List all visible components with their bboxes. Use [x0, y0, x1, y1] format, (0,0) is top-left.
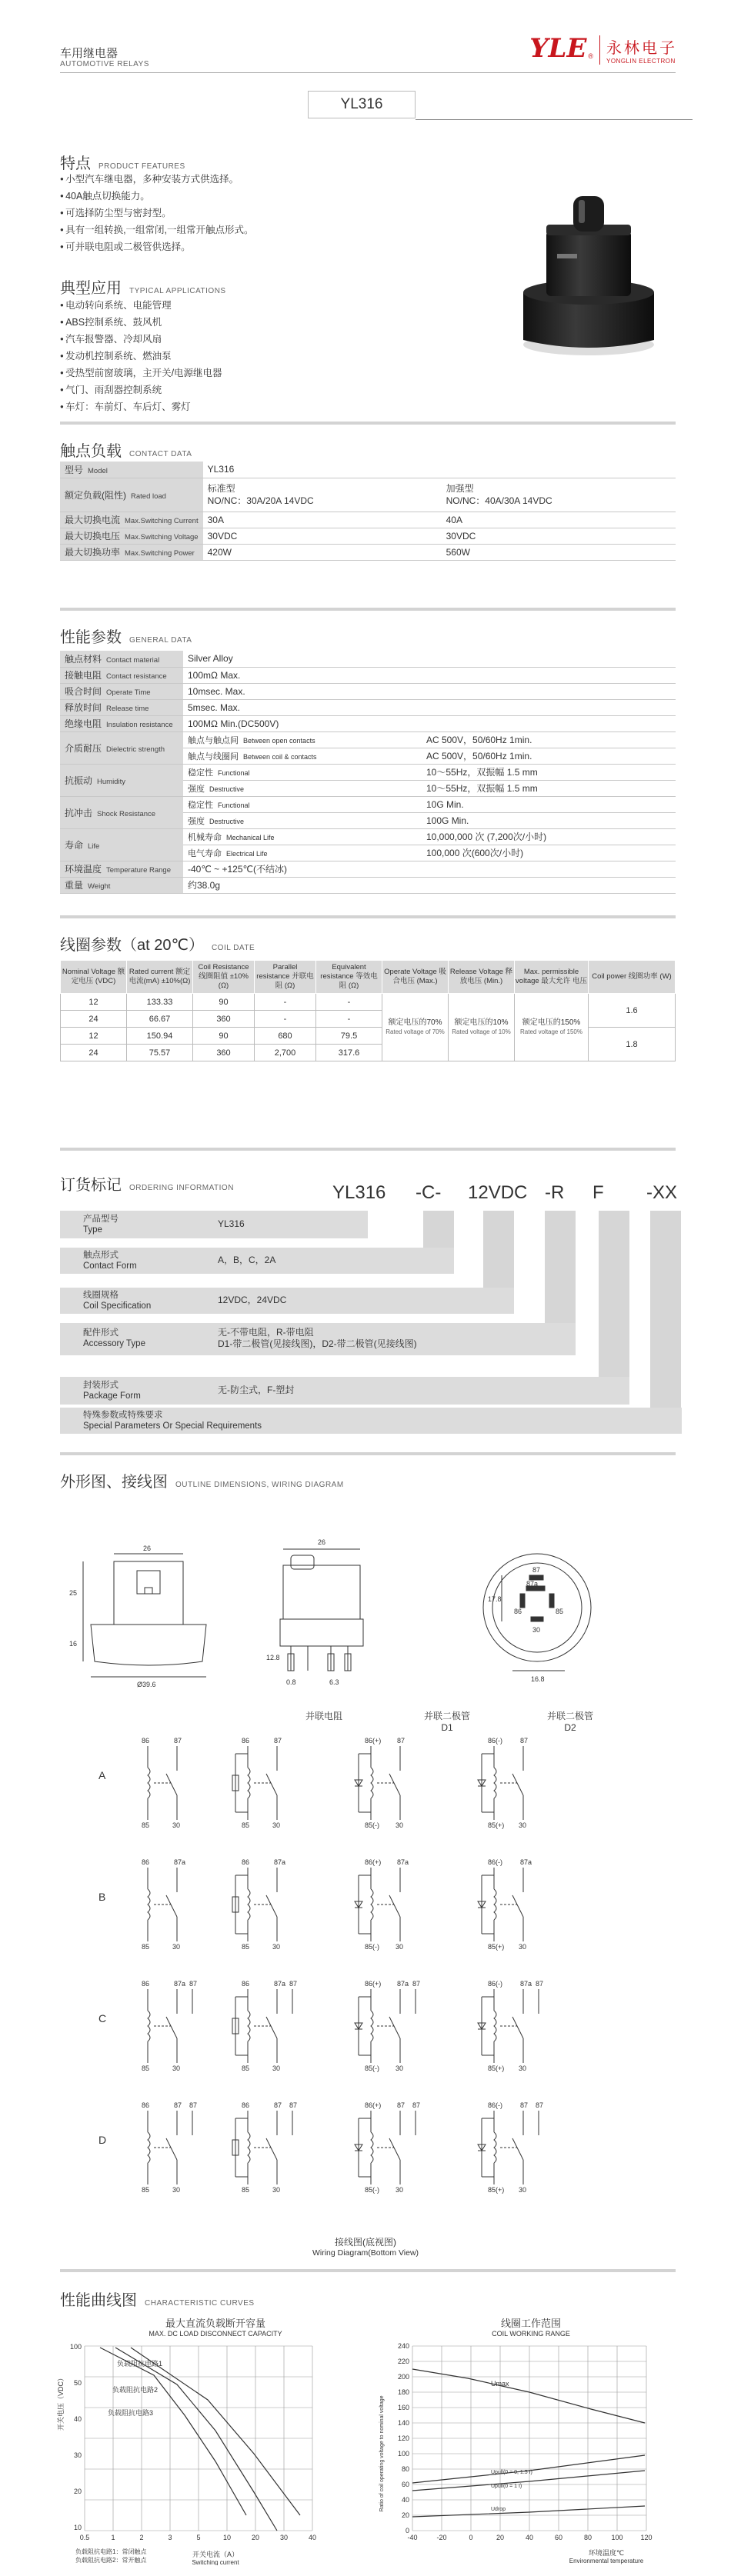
svg-text:86(-): 86(-)	[488, 1980, 503, 1988]
svg-text:87: 87	[412, 1980, 421, 1988]
svg-text:30: 30	[172, 2186, 181, 2194]
svg-text:87a: 87a	[526, 1580, 539, 1588]
y-tick: 120	[397, 2434, 409, 2442]
right-chart-title: 线圈工作范围 COIL WORKING RANGE	[492, 2318, 570, 2338]
right-y-label: Ratio of coil operating voltage to nominal voltage	[379, 2395, 385, 2512]
curve-label-umax: Umax	[491, 2380, 509, 2388]
right-x-label: 环境温度℃	[588, 2549, 625, 2557]
y-tick: 0	[405, 2527, 409, 2534]
y-tick: 180	[397, 2388, 409, 2396]
features-title: 特点 PRODUCT FEATURES	[60, 155, 185, 172]
code-bar-package	[599, 1211, 629, 1405]
svg-text:87: 87	[397, 2101, 406, 2109]
svg-text:87a: 87a	[274, 1858, 286, 1866]
x-tick: 120	[640, 2534, 653, 2541]
svg-text:86: 86	[242, 2101, 250, 2109]
features-list: ● 小型汽车继电器，多种安装方式供选择。 ● 40A触点切换能力。 ● 可选择防尘型与密封型。 ● 具有一组转换,一组常闭,一组常开触点形式。 ● 可并联电阻或二极管供选择。	[60, 171, 254, 255]
general-data-table: 触点材料 Contact material Silver Alloy 接触电阻 Contact resistance 100mΩ Max. 吸合时间 Operate Time 10msec. Max. 释放时间 Release time 5msec. Max. 绝缘电阻 Insulation resistance 100MΩ Min.(DC500V) 介质耐压 Dielectric strength 触点与触点间 Between open contacts AC 500V，50/60Hz 1min. 触点与线圈间 Between coil & contacts AC 500V，50/60Hz 1min. 抗振动 Humidity 稳定性 Functional 10～55Hz，双振幅 1.5 mm 强度 Destructive 10～55Hz，双振幅 1.5 mm 抗冲击 Shock Resistance 稳定性 Functional 10G Min. 强度 Destructive 100G Min. 寿命 Life 机械寿命 Mechanical Life 10,000,000 次 (7,200次/小时) 电气寿命 Electrical Life 100,000 次(600次/小时) 环境温度 Temperature Range -40℃ ~ +125℃(不结冰) 重量 Weight 约38.0g	[60, 651, 676, 894]
left-x-label-en: Switching current	[192, 2559, 239, 2565]
x-tick: 20	[496, 2534, 505, 2541]
x-tick: 30	[279, 2534, 289, 2541]
outline-drawing	[60, 1531, 676, 1700]
svg-text:30: 30	[396, 2064, 404, 2072]
svg-text:26: 26	[143, 1545, 152, 1552]
wiring-row-c: C	[98, 2012, 107, 2024]
divider	[60, 1452, 676, 1455]
divider	[60, 915, 676, 918]
coil-working-range-chart	[376, 2338, 683, 2565]
svg-text:85(-): 85(-)	[365, 2064, 380, 2072]
code-bar-special	[650, 1211, 681, 1434]
svg-text:87a: 87a	[174, 1980, 186, 1988]
category-title: 车用继电器	[60, 47, 118, 60]
model-title: YL316	[308, 91, 416, 118]
svg-text:86: 86	[242, 1737, 250, 1745]
y-tick: 20	[401, 2511, 409, 2519]
svg-text:12.8: 12.8	[266, 1654, 280, 1661]
svg-text:30: 30	[172, 1821, 181, 1829]
svg-text:87: 87	[536, 2101, 544, 2109]
y-tick: 100	[69, 2343, 82, 2351]
svg-text:86: 86	[242, 1980, 250, 1988]
svg-text:30: 30	[532, 1626, 541, 1634]
svg-text:26: 26	[318, 1538, 326, 1546]
svg-text:85(-): 85(-)	[365, 1943, 380, 1951]
x-tick: 60	[554, 2534, 563, 2541]
wiring-caption: 接线图(底视图) Wiring Diagram(Bottom View)	[312, 2237, 419, 2258]
svg-text:87a: 87a	[174, 1858, 186, 1866]
left-note-2: 负载阻抗电路2：常开触点	[75, 2557, 147, 2564]
curve-label-3: 负载阻抗电路3	[108, 2409, 154, 2417]
svg-text:86: 86	[242, 1858, 250, 1866]
svg-text:30: 30	[272, 1943, 281, 1951]
svg-text:85: 85	[142, 2064, 150, 2072]
y-tick: 200	[397, 2373, 409, 2381]
svg-text:85: 85	[242, 2064, 250, 2072]
wiring-cell	[478, 2101, 543, 2194]
svg-text:85: 85	[242, 1943, 250, 1951]
wiring-cell	[355, 1737, 405, 1829]
brand-logo: YLE ® 永林电子 YONGLIN ELECTRON	[529, 33, 677, 65]
svg-text:30: 30	[519, 1821, 527, 1829]
coil-data-table: Nominal Voltage 额定电压 (VDC) Rated current 额定电流(mA) ±10%(Ω) Coil Resistance 线圈阻值 ±10%(Ω) Parallel resistance 并联电阻 (Ω) Equivalent resistance 等效电阻 (Ω) Operate Voltage 吸合电压 (Max.) Release Voltage 释放电压 (Min.) Max. permissible voltage 最大允许 电压 Coil power 线圈功率 (W) 12 133.33 90 - - 额定电压的70% Rated voltage of 70% 额定电压的10% Rated voltage of 10% 额定电压的150% Rated voltage of 150% 1.6 24 66.67 360 - - 12 150.94 90 680 79.5 1.8 24 75.57 360 2,700 317.6	[60, 960, 676, 1061]
svg-text:85: 85	[242, 1821, 250, 1829]
svg-text:87: 87	[289, 1980, 298, 1988]
svg-text:16: 16	[69, 1640, 78, 1648]
x-tick: 5	[196, 2534, 201, 2541]
svg-text:86: 86	[142, 1858, 150, 1866]
svg-text:87: 87	[189, 1980, 198, 1988]
x-tick: 20	[251, 2534, 260, 2541]
curve-label-2: 负载阻抗电路2	[112, 2386, 159, 2394]
y-tick: 10	[73, 2524, 82, 2531]
svg-text:30: 30	[172, 1943, 181, 1951]
code-accessory: -R	[545, 1182, 565, 1203]
svg-text:30: 30	[172, 2064, 181, 2072]
svg-text:17.8: 17.8	[488, 1595, 502, 1603]
wiring-cell	[232, 1980, 297, 2072]
divider	[60, 2269, 676, 2272]
x-tick: 3	[168, 2534, 172, 2541]
left-x-label: 开关电流（A）	[192, 2551, 239, 2558]
curve-label-upull2: Upull(0 = 1 I)	[491, 2484, 522, 2489]
svg-text:85(+): 85(+)	[488, 2186, 505, 2194]
curve-label-udrop: Udrop	[491, 2507, 506, 2512]
svg-text:87: 87	[174, 1737, 182, 1745]
svg-text:86(-): 86(-)	[488, 1737, 503, 1745]
general-data-title: 性能参数 GENERAL DATA	[60, 629, 192, 646]
code-coil: 12VDC	[468, 1182, 528, 1203]
y-tick: 100	[397, 2450, 409, 2458]
svg-text:85: 85	[142, 2186, 150, 2194]
wiring-cell	[142, 1737, 182, 1829]
applications-list: ● 电动转向系统、电能管理 ● ABS控制系统、鼓风机 ● 汽车报警器、冷却风扇 ● 发动机控制系统、燃油泵 ● 受热型前窗玻璃，主开关/电源继电器 ● 气门、雨刮器控制系统 ● 车灯：车前灯、车后灯、雾灯	[60, 297, 222, 415]
svg-text:87: 87	[520, 2101, 529, 2109]
x-tick: -40	[407, 2534, 418, 2541]
curve-2	[115, 2348, 277, 2531]
svg-text:30: 30	[396, 1821, 404, 1829]
divider	[60, 1148, 676, 1151]
svg-text:30: 30	[396, 2186, 404, 2194]
y-tick: 20	[73, 2488, 82, 2495]
y-tick: 50	[73, 2379, 82, 2387]
svg-text:87a: 87a	[397, 1980, 409, 1988]
svg-text:87: 87	[174, 2101, 182, 2109]
x-tick: 0.5	[79, 2534, 90, 2541]
wiring-cell	[232, 1737, 282, 1829]
svg-text:86(+): 86(+)	[365, 1858, 382, 1866]
y-tick: 60	[401, 2481, 409, 2488]
x-tick: 100	[611, 2534, 623, 2541]
svg-text:87: 87	[536, 1980, 544, 1988]
left-note-1: 负载阻抗电路1：常闭触点	[75, 2548, 147, 2555]
svg-text:87: 87	[289, 2101, 298, 2109]
svg-text:87: 87	[412, 2101, 421, 2109]
wiring-cell	[478, 1858, 532, 1951]
svg-text:86: 86	[142, 1980, 150, 1988]
right-x-label-en: Environmental temperature	[569, 2558, 644, 2564]
y-tick: 140	[397, 2419, 409, 2427]
ordering-row-type: 产品型号 Type YL316	[60, 1211, 368, 1238]
coil-data-title: 线圈参数（at 20℃） COIL DATE	[60, 937, 255, 954]
svg-text:30: 30	[272, 1821, 281, 1829]
svg-text:87a: 87a	[274, 1980, 286, 1988]
ordering-row-contact: 触点形式 Contact Form A，B，C，2A	[60, 1248, 454, 1274]
divider	[416, 119, 693, 120]
svg-text:30: 30	[396, 1943, 404, 1951]
wiring-cell	[232, 2101, 297, 2194]
curve-label-1: 负载阻抗电路1	[117, 2360, 163, 2368]
contact-data-table: 型号 Model YL316 额定负载(阻性) Rated load 标准型 NO/NC：30A/20A 14VDC 加强型 NO/NC：40A/30A 14VDC 最大切换电流 Max.Switching Current 30A 40A 最大切换电压 Max.Switching Voltage 30VDC 30VDC 最大切换功率 Max.Switching Power 420W 560W	[60, 462, 676, 561]
y-tick: 240	[397, 2342, 409, 2350]
wiring-cell	[142, 1980, 197, 2072]
applications-title: 典型应用 TYPICAL APPLICATIONS	[60, 280, 226, 297]
code-model: YL316	[332, 1182, 386, 1203]
y-tick: 40	[401, 2496, 409, 2504]
svg-text:85: 85	[242, 2186, 250, 2194]
svg-text:86: 86	[514, 1608, 522, 1615]
svg-text:85: 85	[556, 1608, 564, 1615]
svg-text:16.8: 16.8	[531, 1675, 545, 1683]
svg-text:30: 30	[519, 2186, 527, 2194]
wiring-cell	[355, 1858, 409, 1951]
ordering-title: 订货标记 ORDERING INFORMATION	[60, 1177, 234, 1194]
wiring-diagrams	[139, 1737, 646, 2229]
svg-text:87: 87	[397, 1737, 406, 1745]
divider	[60, 72, 676, 73]
svg-text:86(+): 86(+)	[365, 1737, 382, 1745]
y-tick: 80	[401, 2465, 409, 2473]
curve-1	[100, 2348, 246, 2515]
divider	[60, 422, 676, 425]
wiring-col-3: 并联二极管 D2	[546, 1711, 593, 1733]
wiring-cell	[142, 1858, 185, 1951]
curve-label-upull1: Upull(0 = 0, 1.5 I)	[491, 2470, 532, 2475]
wiring-col-2: 并联二极管 D1	[423, 1711, 470, 1733]
left-chart-title: 最大直流负载断开容量 MAX. DC LOAD DISCONNECT CAPACITY	[149, 2318, 282, 2338]
x-tick: 80	[583, 2534, 592, 2541]
wiring-cell	[142, 2101, 197, 2194]
svg-text:86(+): 86(+)	[365, 2101, 382, 2109]
svg-text:87a: 87a	[397, 1858, 409, 1866]
outline-title: 外形图、接线图 OUTLINE DIMENSIONS, WIRING DIAGRAM	[60, 1474, 344, 1491]
svg-text:30: 30	[272, 2064, 281, 2072]
svg-text:86(+): 86(+)	[365, 1980, 382, 1988]
y-tick: 220	[397, 2358, 409, 2365]
code-package: F	[592, 1182, 604, 1203]
y-tick: 160	[397, 2404, 409, 2411]
wiring-cell	[355, 1980, 420, 2072]
curves-title: 性能曲线图 CHARACTERISTIC CURVES	[60, 2292, 255, 2309]
ordering-row-coil: 线圈规格 Coil Specification 12VDC，24VDC	[60, 1288, 514, 1314]
x-tick: 1	[111, 2534, 115, 2541]
left-y-label: 开关电压（VDC）	[57, 2374, 65, 2431]
curve-umax	[412, 2369, 645, 2423]
wiring-row-a: A	[98, 1769, 106, 1781]
svg-text:25: 25	[69, 1589, 78, 1597]
divider	[60, 608, 676, 611]
svg-text:87: 87	[532, 1566, 541, 1574]
svg-text:86(-): 86(-)	[488, 2101, 503, 2109]
x-tick: 40	[525, 2534, 534, 2541]
svg-text:Ø39.6: Ø39.6	[137, 1681, 156, 1688]
svg-text:85(+): 85(+)	[488, 1943, 505, 1951]
x-tick: 0	[469, 2534, 473, 2541]
svg-text:6.3: 6.3	[329, 1678, 339, 1686]
wiring-col-1: 并联电阻	[305, 1711, 342, 1721]
wiring-row-d: D	[98, 2134, 107, 2146]
svg-text:87: 87	[520, 1737, 529, 1745]
wiring-cell	[232, 1858, 285, 1951]
y-tick: 40	[73, 2415, 82, 2423]
disconnect-capacity-chart	[54, 2338, 354, 2565]
svg-text:85(-): 85(-)	[365, 2186, 380, 2194]
wiring-cell	[355, 2101, 420, 2194]
svg-text:86: 86	[142, 1737, 150, 1745]
code-contact: -C-	[416, 1182, 442, 1203]
wiring-cell	[478, 1737, 528, 1829]
svg-text:85(+): 85(+)	[488, 2064, 505, 2072]
code-special: -XX	[646, 1182, 678, 1203]
relay-product-image	[492, 177, 677, 362]
category-subtitle: AUTOMOTIVE RELAYS	[60, 60, 149, 68]
x-tick: 10	[222, 2534, 232, 2541]
svg-text:87a: 87a	[520, 1858, 532, 1866]
svg-text:30: 30	[519, 1943, 527, 1951]
svg-text:0.8: 0.8	[286, 1678, 296, 1686]
svg-text:87: 87	[274, 2101, 282, 2109]
x-tick: -20	[436, 2534, 447, 2541]
x-tick: 2	[139, 2534, 144, 2541]
svg-text:85(-): 85(-)	[365, 1821, 380, 1829]
wiring-cell	[478, 1980, 543, 2072]
svg-text:30: 30	[272, 2186, 281, 2194]
ordering-row-special: 特殊参数或特殊要求 Special Parameters Or Special Requirements	[60, 1408, 682, 1434]
svg-text:86(-): 86(-)	[488, 1858, 503, 1866]
svg-text:85: 85	[142, 1943, 150, 1951]
svg-text:87: 87	[189, 2101, 198, 2109]
svg-text:87: 87	[274, 1737, 282, 1745]
svg-text:87a: 87a	[520, 1980, 532, 1988]
y-tick: 30	[73, 2451, 82, 2459]
svg-text:85: 85	[142, 1821, 150, 1829]
ordering-row-package: 封装形式 Package Form 无-防尘式，F-塑封	[60, 1377, 629, 1405]
svg-text:30: 30	[519, 2064, 527, 2072]
x-tick: 40	[308, 2534, 317, 2541]
svg-text:86: 86	[142, 2101, 150, 2109]
contact-data-title: 触点负载 CONTACT DATA	[60, 443, 192, 460]
wiring-row-b: B	[98, 1891, 106, 1903]
svg-text:85(+): 85(+)	[488, 1821, 505, 1829]
ordering-row-accessory: 配件形式 Accessory Type 无-不带电阻，R-带电阻 D1-带二极管(见接线图)，D2-带二极管(见接线图)	[60, 1323, 576, 1355]
